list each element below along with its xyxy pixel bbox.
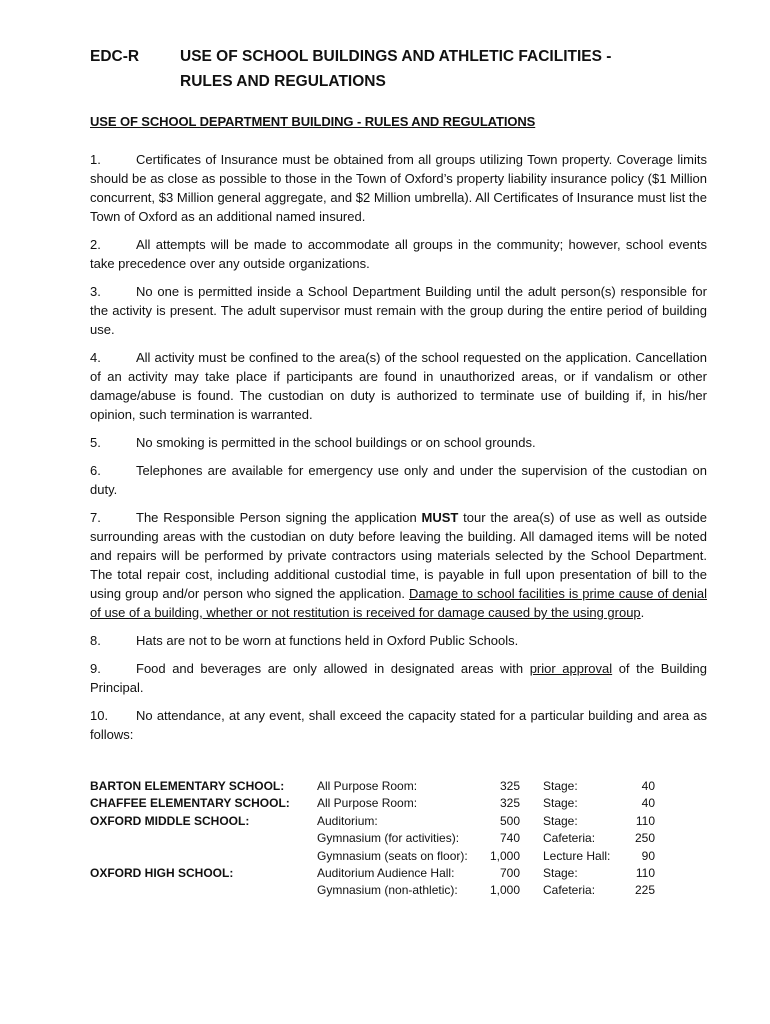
table-row: [90, 882, 710, 899]
rule-item: [90, 461, 707, 499]
rule-item: [90, 659, 707, 697]
room-capacity: 500: [499, 813, 520, 828]
room-name: Stage:: [543, 796, 578, 811]
rule-item: [90, 235, 707, 273]
table-row: [90, 795, 710, 812]
room-name: Auditorium Audience Hall:: [317, 865, 455, 880]
room-name: Auditorium:: [317, 813, 378, 828]
rule-text: No attendance, at any event, shall exceed the capacity stated for a particular building and area as follows:: [90, 708, 707, 742]
rule-text: Hats are not to be worn at functions held in Oxford Public Schools.: [136, 633, 519, 648]
room-name: All Purpose Room:: [317, 796, 418, 811]
rule-item: [90, 508, 707, 622]
rule-item: [90, 282, 707, 339]
room-capacity: 110: [635, 865, 655, 880]
title-line-2: RULES AND REGULATIONS: [180, 73, 386, 90]
rule-number: 8.: [90, 633, 101, 648]
capacity-table: [90, 778, 710, 900]
rule-number: 10.: [90, 708, 109, 723]
school-name: OXFORD HIGH SCHOOL:: [90, 865, 234, 880]
room-capacity: 90: [641, 848, 655, 863]
rule-number: 5.: [90, 435, 101, 450]
room-name: Stage:: [543, 865, 578, 880]
rule-number: 6.: [90, 463, 101, 478]
table-row: [90, 778, 710, 795]
rule-number: 7.: [90, 510, 101, 525]
title-line-1: USE OF SCHOOL BUILDINGS AND ATHLETIC FACILITIES -: [180, 48, 612, 65]
room-capacity: 1,000: [489, 883, 520, 898]
rule-item: [90, 150, 707, 226]
rule-emphasis: MUST: [421, 510, 459, 525]
room-capacity: 700: [499, 865, 520, 880]
room-capacity: 225: [634, 883, 655, 898]
room-capacity: 740: [499, 831, 520, 846]
room-name: Cafeteria:: [543, 883, 596, 898]
room-capacity: 40: [641, 779, 655, 793]
rules-list: [90, 150, 707, 753]
room-capacity: 325: [499, 796, 520, 811]
rule-text-cont: tour the area(s) of use as well as outside surrounding areas with the custodian on duty before leaving the building. All damaged items will be noted and repairs will be performed by private contractors using materials selected by the School Department. The total repair cost, including additional custodial time, is payable in full upon presentation of bill to the using group and/or person who signed the application.: [90, 510, 708, 601]
document-title: [180, 44, 710, 94]
table-row: [90, 848, 710, 865]
room-name: Gymnasium (seats on floor):: [317, 848, 468, 863]
rule-text: All activity must be confined to the area(s) of the school requested on the application. Cancellation of an activity may take place if participants are found in unauthorized areas, or if vandalism or other damage/abuse is found. The custodian on duty is authorized to terminate use of building if, in his/her opinion, such termination is warranted.: [90, 350, 707, 422]
table-row: [90, 813, 710, 830]
rule-text: No smoking is permitted in the school buildings or on school grounds.: [136, 435, 536, 450]
rule-text: The Responsible Person signing the application: [136, 510, 422, 525]
rule-text-end: .: [640, 605, 645, 620]
rule-number: 4.: [90, 350, 101, 365]
rule-item: [90, 433, 707, 452]
room-name: Stage:: [543, 779, 578, 793]
rule-number: 2.: [90, 237, 101, 252]
school-name: BARTON ELEMENTARY SCHOOL:: [90, 779, 285, 793]
room-capacity: 1,000: [489, 848, 520, 863]
room-capacity: 110: [635, 813, 655, 828]
rule-text: Telephones are available for emergency use only and under the supervision of the custodian on duty.: [90, 463, 707, 497]
rule-item: [90, 348, 707, 424]
rule-number: 1.: [90, 152, 101, 167]
policy-code: EDC-R: [90, 48, 140, 65]
room-capacity: 325: [499, 779, 520, 793]
rule-number: 3.: [90, 284, 101, 299]
room-name: Gymnasium (for activities):: [317, 831, 460, 846]
room-name: Lecture Hall:: [543, 848, 611, 863]
rule-item: [90, 631, 707, 650]
rule-number: 9.: [90, 661, 101, 676]
rule-text: Certificates of Insurance must be obtained from all groups utilizing Town property. Coverage limits should be as close as possible to those in the Town of Oxford’s property liability insurance policy ($1 Million concurrent, $3 Million general aggregate, and $2 Million umbrella). All Certificates of Insurance must list the Town of Oxford as an additional named insured.: [90, 152, 707, 224]
rule-underlined-text: Damage to school facilities is prime cause of denial of use of a building, whether or not restitution is received for damage caused by the using group: [90, 586, 708, 620]
rule-text: No one is permitted inside a School Department Building until the adult person(s) responsible for the activity is present. The adult supervisor must remain with the group during the entire period of building use.: [90, 284, 707, 337]
room-name: Gymnasium (non-athletic):: [317, 883, 458, 898]
table-row: [90, 830, 710, 847]
table-row: [90, 865, 710, 882]
rule-text: Food and beverages are only allowed in designated areas with: [136, 661, 530, 676]
room-name: All Purpose Room:: [317, 779, 418, 793]
school-name: CHAFFEE ELEMENTARY SCHOOL:: [90, 796, 290, 811]
rule-underlined-text: prior approval: [529, 661, 613, 676]
rule-item: [90, 706, 707, 744]
rule-text-cont: of the Building Principal.: [90, 661, 707, 695]
school-name: OXFORD MIDDLE SCHOOL:: [90, 813, 250, 828]
rule-text: All attempts will be made to accommodate all groups in the community; however, school events take precedence over any outside organizations.: [90, 237, 707, 271]
room-name: Stage:: [543, 813, 578, 828]
room-capacity: 250: [634, 831, 655, 846]
room-capacity: 40: [641, 796, 655, 811]
room-name: Cafeteria:: [543, 831, 596, 846]
section-title: USE OF SCHOOL DEPARTMENT BUILDING - RULES AND REGULATIONS: [90, 114, 536, 129]
